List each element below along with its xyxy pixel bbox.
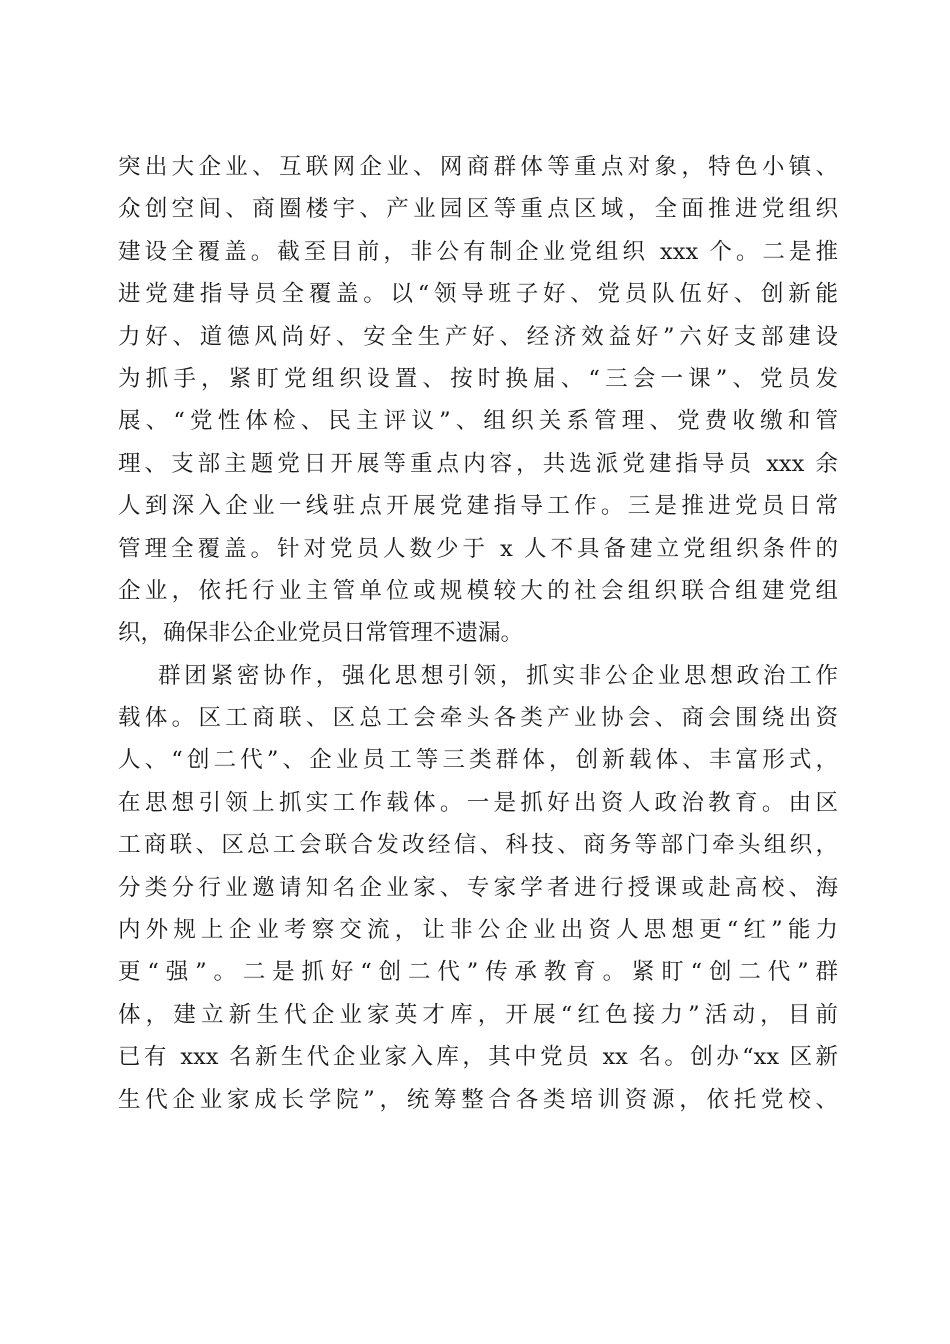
text-line: 载体。区工商联、区总工会牵头各类产业协会、商会围绕出资 xyxy=(118,705,838,732)
text-line: 建设全覆盖。截至目前，非公有制企业党组织 xxx 个。二是推 xyxy=(118,238,838,265)
text-line: 内外规上企业考察交流，让非公企业出资人思想更“红”能力 xyxy=(118,917,838,944)
text-line: 展、“党性体检、民主评议”、组织关系管理、党费收缴和管 xyxy=(118,408,838,435)
text-line: 已有 xxx 名新生代企业家入库，其中党员 xx 名。创办“xx 区新 xyxy=(118,1044,838,1071)
text-line: 理、支部主题党日开展等重点内容，共选派党建指导员 xxx 余 xyxy=(118,450,838,477)
text-line: 工商联、区总工会联合发改经信、科技、商务等部门牵头组织， xyxy=(118,832,838,859)
text-line: 在思想引领上抓实工作载体。一是抓好出资人政治教育。由区 xyxy=(118,789,838,816)
text-line: 进党建指导员全覆盖。以“领导班子好、党员队伍好、创新能 xyxy=(118,281,838,308)
text-line: 更“强”。二是抓好“创二代”传承教育。紧盯“创二代”群 xyxy=(118,959,838,986)
paragraph-1 xyxy=(118,146,838,655)
text-line: 力好、道德风尚好、安全生产好、经济效益好”六好支部建设 xyxy=(118,323,838,350)
text-line: 众创空间、商圈楼宇、产业园区等重点区域，全面推进党组织 xyxy=(118,196,838,223)
text-line-first: 群团紧密协作，强化思想引领，抓实非公企业思想政治工作 xyxy=(158,662,838,689)
document-body xyxy=(118,146,838,1121)
text-line: 突出大企业、互联网企业、网商群体等重点对象，特色小镇、 xyxy=(118,154,838,180)
text-line: 为抓手，紧盯党组织设置、按时换届、“三会一课”、党员发 xyxy=(118,365,838,392)
text-line: 体，建立新生代企业家英才库，开展“红色接力”活动，目前 xyxy=(118,1001,838,1028)
paragraph-2 xyxy=(118,655,838,1121)
text-line: 人、“创二代”、企业员工等三类群体，创新载体、丰富形式， xyxy=(118,747,838,774)
text-line: 生代企业家成长学院”，统筹整合各类培训资源，依托党校、 xyxy=(118,1086,838,1113)
text-line: 织，确保非公企业党员日常管理不遗漏。 xyxy=(118,620,524,647)
text-line: 管理全覆盖。针对党员人数少于 x 人不具备建立党组织条件的 xyxy=(118,535,838,562)
text-line: 企业，依托行业主管单位或规模较大的社会组织联合组建党组 xyxy=(118,577,838,604)
text-line: 分类分行业邀请知名企业家、专家学者进行授课或赴高校、海 xyxy=(118,874,838,901)
text-line: 人到深入企业一线驻点开展党建指导工作。三是推进党员日常 xyxy=(118,493,838,520)
